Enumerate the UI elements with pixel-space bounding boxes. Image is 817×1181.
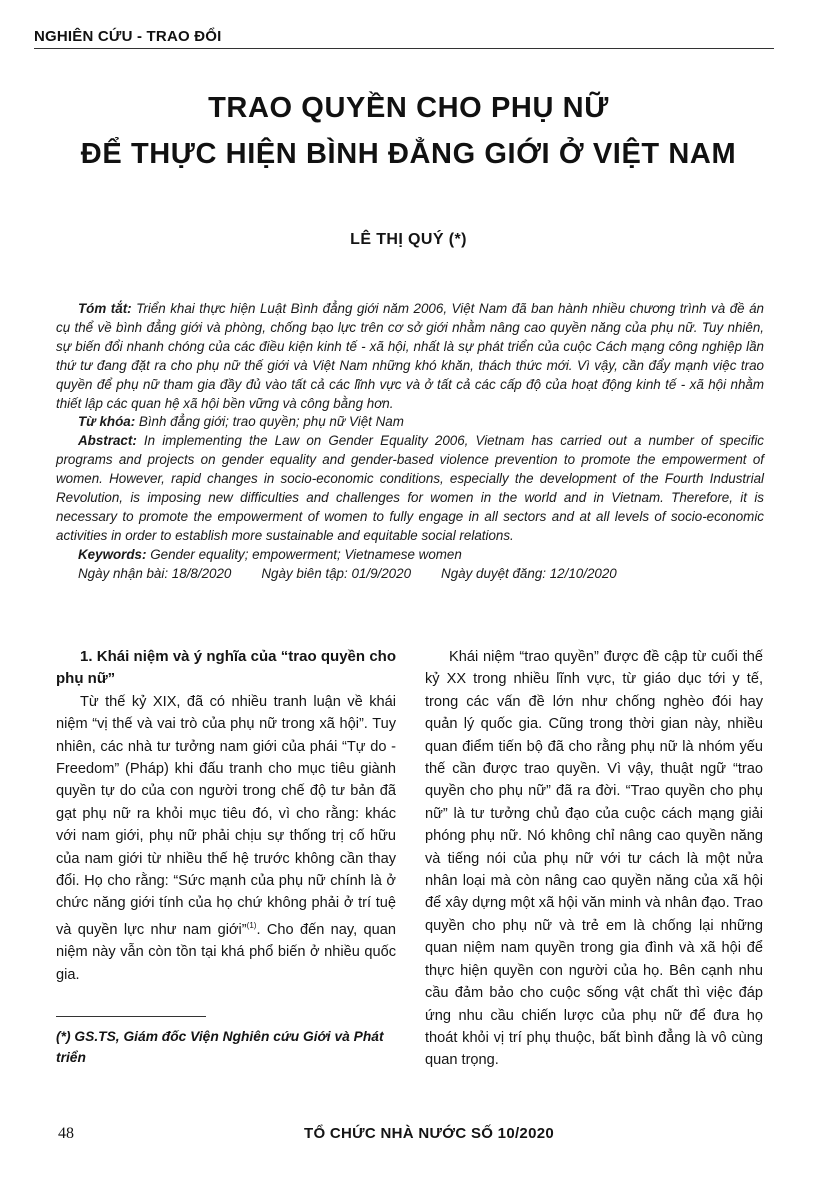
summary-label: Tóm tắt: xyxy=(78,301,132,316)
journal-footer: TỔ CHỨC NHÀ NƯỚC SỐ 10/2020 xyxy=(304,1125,555,1142)
tukhoa-label: Từ khóa: xyxy=(78,414,136,430)
left-paragraph-text: Từ thế kỷ XIX, đã có nhiều tranh luận về khái niệm “vị thế và vai trò của phụ nữ trong xã hội”. Tuy nhiên, các nhà tư tưởng nam giới của phái “Tự do - Freedom” (Pháp) khi đấu tranh cho mục tiêu giành quyền tự do của con người trong chế độ tư bản đã gạt phụ nữ ra khỏi mục tiêu đó, vì cho rằng: khác với nam giới, phụ nữ phải chịu sự thống trị cố hữu của nam giới từ nhiều thế hệ trước không cần thay đổi. Họ cho rằng: “Sức mạnh của phụ nữ chính là ở chức năng giới tính của họ chứ không phải ở trí tuệ và quyền lực như nam giới” xyxy=(56,693,396,938)
header-divider xyxy=(34,48,774,49)
left-column xyxy=(56,646,396,986)
left-paragraph-end: . Cho đến nay, quan niệm này vẫn còn tồn tại khá phổ biến ở nhiều quốc gia. xyxy=(56,921,396,983)
date-edited: Ngày biên tập: 01/9/2020 xyxy=(261,565,412,581)
section-header: NGHIÊN CỨU - TRAO ĐỔI xyxy=(34,28,222,45)
keywords-label: Keywords: xyxy=(78,546,147,562)
footnote-divider xyxy=(56,1016,206,1017)
section-heading: 1. Khái niệm và ý nghĩa của “trao quyền cho phụ nữ” xyxy=(56,648,396,688)
right-column xyxy=(425,646,763,1072)
page-number: 48 xyxy=(58,1125,74,1142)
abstract-english xyxy=(56,432,764,545)
footnote-reference: (1) xyxy=(246,920,257,930)
left-paragraph xyxy=(56,691,396,986)
article-title-line-2: ĐỂ THỰC HIỆN BÌNH ĐẲNG GIỚI Ở VIỆT NAM xyxy=(80,138,737,170)
article-title-line-1: TRAO QUYỀN CHO PHỤ NỮ xyxy=(208,92,609,124)
keywords-english xyxy=(56,546,764,565)
summary-block xyxy=(56,300,764,584)
abstract-text: In implementing the Law on Gender Equality 2006, Vietnam has carried out a number of specific programs and projects on gender equality and gender-based violence prevention to promote the empowerment of women. However, rapid changes in socio-economic conditions, especially the development of the Fourth Industrial Revolution, is imposing new difficulties and challenges for women in the world and in Vietnam. Therefore, it is necessary to promote the empowerment of women to fully engage in all sectors and at all levels of socio-economic activities in order to establish more sustainable and equitable social relations. xyxy=(56,433,764,543)
summary-text: Triển khai thực hiện Luật Bình đẳng giới năm 2006, Việt Nam đã ban hành nhiều chương trình và đề án cụ thể về bình đẳng giới và phòng, chống bạo lực trên cơ sở giới nhằm nâng cao quyền năng của phụ nữ. Tuy nhiên, sự biến đổi nhanh chóng của các điều kiện kinh tế - xã hội, nhất là sự phát triển của cuộc Cách mạng công nghiệp lần thứ tư đang đặt ra cho phụ nữ thế giới và Việt Nam những khó khăn, thách thức mới. Vì vậy, cần đẩy mạnh việc trao quyền để phụ nữ tham gia đầy đủ vào tất cả các lĩnh vực và ở tất cả các cấp độ của hoạt động kinh tế - xã hội nhằm thiết lập các quan hệ xã hội bền vững và công bằng hơn. xyxy=(56,301,765,411)
date-received: Ngày nhận bài: 18/8/2020 xyxy=(78,565,232,581)
keywords-vietnamese xyxy=(56,413,764,432)
summary-vietnamese xyxy=(56,300,764,413)
right-paragraph: Khái niệm “trao quyền” được đề cập từ cuối thế kỷ XX trong nhiều lĩnh vực, từ giáo dục tới y tế, trong các vấn đề lớn như chống nghèo đói hay quản lý quốc gia. Cũng trong thời gian này, nhiều quan điểm tiến bộ đã cho rằng phụ nữ là nhóm yếu thế cần được trao quyền. Vì vậy, thuật ngữ “trao quyền cho phụ nữ” đã ra đời. “Trao quyền cho phụ nữ” là tư tưởng chủ đạo của cuộc cách mạng giải phóng phụ nữ. Nó không chỉ nâng cao quyền năng và tiếng nói của phụ nữ với tư cách là một nửa nhân loại mà còn nâng cao quyền năng của xã hội để xây dựng một xã hội văn minh và nhân đạo. Trao quyền cho phụ nữ và trẻ em là chống lại những quan niệm nam quyền trong gia đình và xã hội để thực hiện quyền con người của họ. Bên cạnh nhu cầu đảm bảo cho cuộc sống vật chất thì việc đáp ứng nhu cầu chiến lược của phụ nữ để đưa họ thoát khỏi vị trí phụ thuộc, bất bình đẳng là vô cùng quan trọng. xyxy=(425,649,763,1069)
abstract-label: Abstract: xyxy=(78,433,137,449)
date-approved: Ngày duyệt đăng: 12/10/2020 xyxy=(441,565,617,581)
author-footnote: (*) GS.TS, Giám đốc Viện Nghiên cứu Giới và Phát triển xyxy=(56,1029,384,1065)
keywords-text: Gender equality; empowerment; Vietnamese women xyxy=(150,546,462,562)
article-dates xyxy=(56,565,764,584)
tukhoa-text: Bình đẳng giới; trao quyền; phụ nữ Việt Nam xyxy=(138,414,404,430)
author-name: LÊ THỊ QUÝ (*) xyxy=(350,231,467,248)
